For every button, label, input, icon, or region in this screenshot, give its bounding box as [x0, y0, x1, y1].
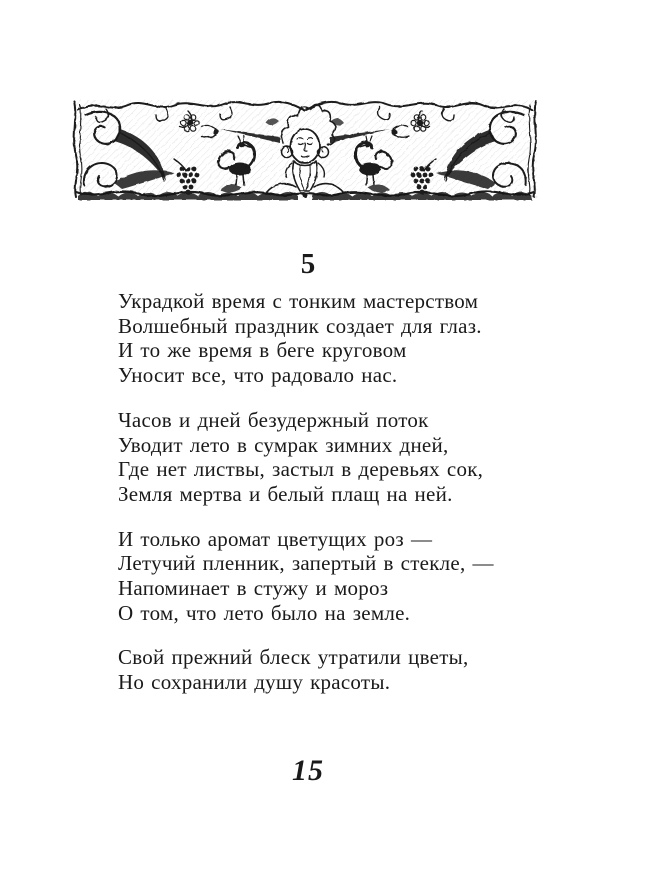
poem-line: Напоминает в стужу и мороз [118, 576, 389, 601]
sonnet-number: 5 [300, 248, 316, 280]
poem-line: И то же время в беге круговом [118, 338, 407, 363]
stanza [118, 408, 494, 507]
poem-line: Уносит все, что радовало нас. [118, 363, 398, 388]
poem-line: Летучий пленник, запертый в стекле, — [118, 551, 494, 576]
poem-line: Свой прежний блеск утратили цветы, [118, 645, 469, 670]
poem-line: Уводит лето в сумрак зимних дней, [118, 432, 449, 457]
page-number: 15 [292, 754, 324, 787]
stanza [118, 645, 494, 694]
headpiece-engraving [70, 97, 540, 201]
poem-line: Волшебный праздник создает для глаз. [118, 313, 482, 338]
poem-line: Где нет листвы, застыл в деревьях сок, [118, 457, 484, 482]
poem-line: Но сохранили душу красоты. [118, 670, 391, 695]
poem-line: Украдкой время с тонким мастерством [118, 289, 479, 313]
poem-line: Часов и дней безудержный поток [118, 407, 429, 432]
poem-line: И только аромат цветущих роз — [118, 526, 433, 551]
stanza [118, 289, 494, 388]
poem-line: О том, что лето было на земле. [118, 600, 411, 625]
stanza [118, 527, 494, 626]
poem-body [118, 289, 494, 715]
poem-line: Земля мертва и белый плащ на ней. [118, 481, 453, 506]
headpiece-ornament-image [70, 97, 540, 201]
